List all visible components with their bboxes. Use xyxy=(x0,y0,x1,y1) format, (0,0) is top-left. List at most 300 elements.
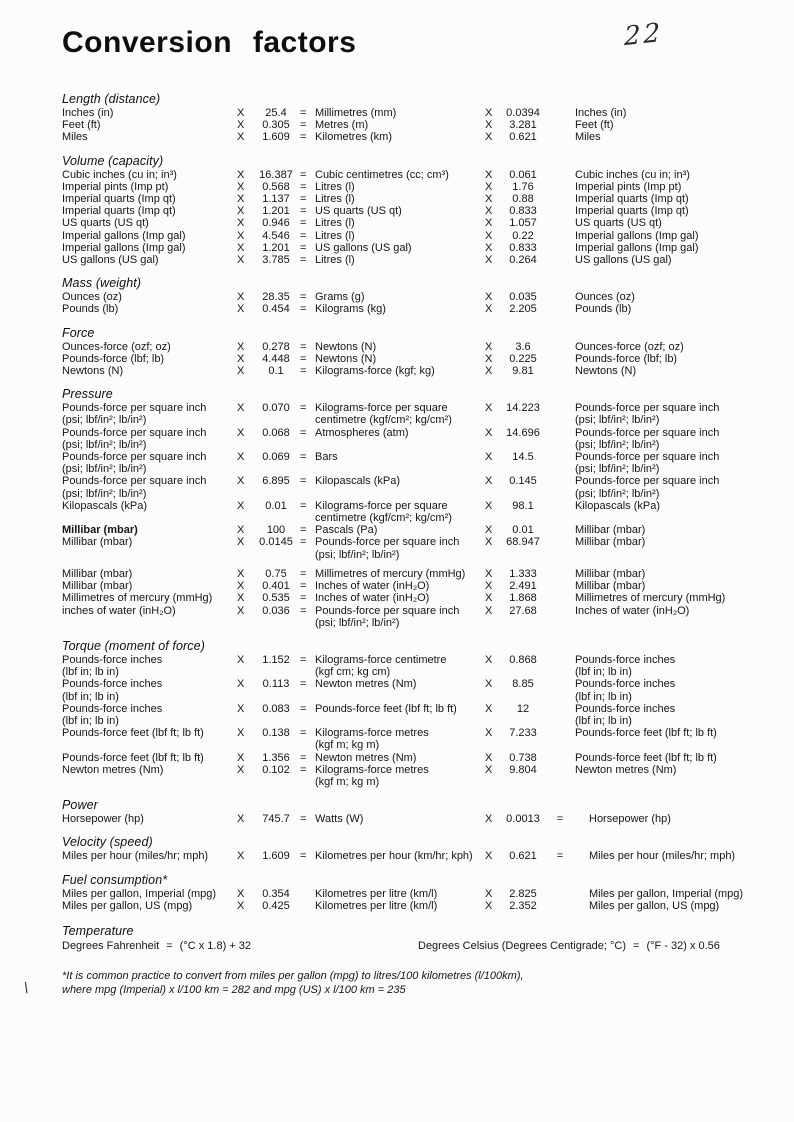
unit-to xyxy=(575,242,762,254)
section-heading: Torque (moment of force) xyxy=(62,638,205,653)
unit-from-line: Pounds-force per square inch xyxy=(62,402,207,415)
equals-sign xyxy=(545,193,575,205)
unit-result-line: Litres (l) xyxy=(315,193,355,206)
unit-result xyxy=(315,119,485,131)
unit-to-line: Pounds-force (lbf; lb) xyxy=(575,352,678,365)
equals-sign: = xyxy=(300,365,307,378)
reverse-factor: 0.01 xyxy=(512,524,534,537)
unit-from-line: Pounds-force inches xyxy=(62,702,163,715)
equals-sign: = xyxy=(633,939,640,952)
unit-from xyxy=(62,230,237,242)
multiply-sign: X xyxy=(485,850,493,863)
unit-from xyxy=(62,169,237,181)
conversion-row xyxy=(62,500,762,524)
unit-from xyxy=(62,536,237,560)
unit-result xyxy=(315,217,485,229)
unit-from xyxy=(62,580,237,592)
conversion-factor: 3.785 xyxy=(262,254,290,267)
multiply-sign: X xyxy=(485,678,493,691)
unit-to-line: US gallons (US gal) xyxy=(575,254,672,267)
conversion-factor: 0.305 xyxy=(262,119,290,132)
conversion-factor: 745.7 xyxy=(262,813,290,826)
conversion-row xyxy=(62,217,762,229)
equals-sign: = xyxy=(300,567,307,580)
conversion-factor: 1.609 xyxy=(262,131,290,144)
reverse-factor: 1.868 xyxy=(509,592,537,605)
reverse-factor: 7.233 xyxy=(509,727,537,740)
unit-to-line: (psi; lbf/in²; lb/in²) xyxy=(575,463,660,476)
equals-sign: = xyxy=(300,592,307,605)
equals-sign: = xyxy=(300,813,307,826)
unit-from xyxy=(62,900,237,912)
unit-to-line: Miles per gallon, US (mpg) xyxy=(589,899,720,912)
equals-sign xyxy=(545,107,575,119)
reverse-factor: 3.281 xyxy=(509,119,537,132)
equals-sign: = xyxy=(300,131,307,144)
unit-to-line: Imperial gallons (Imp gal) xyxy=(575,241,699,254)
equals-sign: = xyxy=(300,451,307,464)
unit-to xyxy=(575,169,762,181)
unit-result xyxy=(315,900,485,912)
conversion-row xyxy=(62,850,762,862)
conversion-row xyxy=(62,900,762,912)
equals-sign: = xyxy=(300,168,307,181)
reverse-factor: 98.1 xyxy=(512,499,534,512)
unit-result-line: Newtons (N) xyxy=(315,352,377,365)
multiply-sign: X xyxy=(237,887,245,900)
unit-result-line: Litres (l) xyxy=(315,217,355,230)
unit-from-line: (lbf in; lb in) xyxy=(62,666,119,679)
multiply-sign: X xyxy=(485,291,493,304)
unit-result-line: Inches of water (inH₂O) xyxy=(315,580,430,593)
multiply-sign: X xyxy=(485,653,493,666)
unit-result-line: Kilometres per hour (km/hr; kph) xyxy=(315,850,473,863)
equals-sign: = xyxy=(300,580,307,593)
unit-result-line: Pascals (Pa) xyxy=(315,524,378,537)
conversion-factor: 0.01 xyxy=(265,499,287,512)
unit-to-line: (lbf in; lb in) xyxy=(575,690,632,703)
unit-to-line: (psi; lbf/in²; lb/in²) xyxy=(575,414,660,427)
unit-to-line: Miles xyxy=(575,131,601,144)
unit-from-line: Ounces-force (ozf; oz) xyxy=(62,340,171,353)
equals-sign: = xyxy=(300,254,307,267)
multiply-sign: X xyxy=(237,524,245,537)
footnote-line: *It is common practice to convert from miles per gallon (mpg) to litres/100 kilometres (l/100km), xyxy=(62,969,524,982)
unit-result-line: Litres (l) xyxy=(315,229,355,242)
multiply-sign: X xyxy=(485,426,493,439)
handwritten-page-number: 22 xyxy=(624,17,663,53)
conversion-factor: 0.036 xyxy=(262,604,290,617)
section-temperature xyxy=(62,924,762,953)
equals-sign xyxy=(545,727,575,751)
conversion-factor: 0.568 xyxy=(262,180,290,193)
unit-to-line: Millibar (mbar) xyxy=(575,580,646,593)
unit-to-line: Imperial gallons (Imp gal) xyxy=(575,229,699,242)
conversion-row xyxy=(62,475,762,499)
multiply-sign: X xyxy=(237,604,245,617)
equals-sign: = xyxy=(300,850,307,863)
unit-from-line: Pounds-force inches xyxy=(62,653,163,666)
unit-to-line: (psi; lbf/in²; lb/in²) xyxy=(575,487,660,500)
conversion-row xyxy=(62,427,762,451)
multiply-sign: X xyxy=(485,475,493,488)
unit-to xyxy=(575,568,762,580)
conversion-factor: 1.201 xyxy=(262,205,290,218)
unit-to-line: Horsepower (hp) xyxy=(589,813,671,826)
multiply-sign: X xyxy=(237,193,245,206)
equals-sign: = xyxy=(300,352,307,365)
unit-result-line: Bars xyxy=(315,451,338,464)
multiply-sign: X xyxy=(485,592,493,605)
unit-from-line: Pounds (lb) xyxy=(62,303,119,316)
unit-to-line: Millibar (mbar) xyxy=(575,567,646,580)
conversion-factor: 0.083 xyxy=(262,702,290,715)
unit-from-line: (psi; lbf/in²; lb/in²) xyxy=(62,463,147,476)
unit-to xyxy=(575,475,762,499)
section-mass-weight xyxy=(62,276,762,315)
unit-result xyxy=(315,727,485,751)
unit-from xyxy=(62,813,237,825)
unit-to-line: Pounds-force per square inch xyxy=(575,402,720,415)
unit-to xyxy=(575,451,762,475)
equals-sign xyxy=(545,888,575,900)
unit-result xyxy=(315,850,485,862)
unit-to-line: (lbf in; lb in) xyxy=(575,666,632,679)
unit-from xyxy=(62,888,237,900)
multiply-sign: X xyxy=(485,229,493,242)
conversion-factor: 1.137 xyxy=(262,193,290,206)
unit-to xyxy=(575,107,762,119)
unit-result-line: (kgf m; kg m) xyxy=(315,775,380,788)
equals-sign xyxy=(545,752,575,764)
conversion-row xyxy=(62,341,762,353)
multiply-sign: X xyxy=(237,426,245,439)
conversion-factor: 0.454 xyxy=(262,303,290,316)
section-length-distance xyxy=(62,92,762,144)
unit-to xyxy=(575,900,762,912)
unit-result-line: Newton metres (Nm) xyxy=(315,678,417,691)
unit-result xyxy=(315,592,485,604)
equals-sign xyxy=(545,341,575,353)
section-heading: Pressure xyxy=(62,387,113,402)
reverse-factor: 2.491 xyxy=(509,580,537,593)
section-force xyxy=(62,326,762,378)
reverse-factor: 0.621 xyxy=(509,131,537,144)
equals-sign xyxy=(545,303,575,315)
conversion-row xyxy=(62,353,762,365)
unit-from xyxy=(62,107,237,119)
unit-result-line: Pounds-force per square inch xyxy=(315,604,460,617)
unit-from-line: (lbf in; lb in) xyxy=(62,690,119,703)
unit-result xyxy=(315,365,485,377)
section-heading: Fuel consumption* xyxy=(62,872,168,887)
unit-from xyxy=(62,119,237,131)
multiply-sign: X xyxy=(485,580,493,593)
section-heading: Velocity (speed) xyxy=(62,835,153,850)
multiply-sign: X xyxy=(237,567,245,580)
reverse-factor: 0.225 xyxy=(509,352,537,365)
conversion-factor: 0.278 xyxy=(262,340,290,353)
equals-sign: = xyxy=(166,939,173,952)
reverse-factor: 0.833 xyxy=(509,205,537,218)
multiply-sign: X xyxy=(485,131,493,144)
equals-sign xyxy=(545,524,575,536)
unit-to xyxy=(575,131,762,143)
conversion-factor: 1.609 xyxy=(262,850,290,863)
equals-sign xyxy=(545,353,575,365)
unit-result-line: Watts (W) xyxy=(315,813,364,826)
unit-from xyxy=(62,752,237,764)
unit-from xyxy=(62,727,237,751)
conversion-factor: 0.535 xyxy=(262,592,290,605)
equals-sign xyxy=(545,500,575,524)
multiply-sign: X xyxy=(485,702,493,715)
reverse-factor: 2.205 xyxy=(509,303,537,316)
celsius-formula xyxy=(418,940,762,953)
unit-from-line: Pounds-force per square inch xyxy=(62,475,207,488)
reverse-factor: 9.81 xyxy=(512,365,534,378)
equals-sign xyxy=(545,703,575,727)
conversion-row xyxy=(62,727,762,751)
multiply-sign: X xyxy=(237,241,245,254)
conversion-row xyxy=(62,451,762,475)
unit-from-line: Imperial gallons (Imp gal) xyxy=(62,229,186,242)
unit-to xyxy=(575,291,762,303)
unit-to xyxy=(575,254,762,266)
conversion-factor: 0.0145 xyxy=(259,536,293,549)
multiply-sign: X xyxy=(237,365,245,378)
multiply-sign: X xyxy=(237,205,245,218)
conversion-factor: 0.070 xyxy=(262,402,290,415)
reverse-factor: 0.621 xyxy=(509,850,537,863)
conversion-row xyxy=(62,230,762,242)
multiply-sign: X xyxy=(237,119,245,132)
multiply-sign: X xyxy=(485,107,493,119)
conversion-row xyxy=(62,536,762,560)
unit-result-line: Metres (m) xyxy=(315,119,369,132)
unit-from xyxy=(62,678,237,702)
equals-sign: = xyxy=(300,119,307,132)
unit-from xyxy=(62,254,237,266)
unit-result xyxy=(315,752,485,764)
equals-sign: = xyxy=(300,107,307,119)
unit-result xyxy=(315,580,485,592)
equals-sign xyxy=(545,242,575,254)
conversion-factor: 0.75 xyxy=(265,567,287,580)
conversion-row xyxy=(62,303,762,315)
conversion-row xyxy=(62,365,762,377)
unit-result xyxy=(315,536,485,560)
formula-text: (°C x 1.8) + 32 xyxy=(179,939,252,952)
multiply-sign: X xyxy=(485,168,493,181)
multiply-sign: X xyxy=(485,340,493,353)
unit-from xyxy=(62,654,237,678)
unit-from xyxy=(62,242,237,254)
unit-to-line: Cubic inches (cu in; in³) xyxy=(575,168,690,181)
fahrenheit-formula xyxy=(62,940,418,953)
footnote xyxy=(62,969,762,997)
equals-sign: = xyxy=(300,763,307,776)
equals-sign xyxy=(545,217,575,229)
unit-from xyxy=(62,193,237,205)
unit-result-line: (psi; lbf/in²; lb/in²) xyxy=(315,616,400,629)
unit-to-line: Ounces-force (ozf; oz) xyxy=(575,340,684,353)
unit-result xyxy=(315,402,485,426)
conversion-factor: 1.201 xyxy=(262,241,290,254)
multiply-sign: X xyxy=(237,254,245,267)
equals-sign: = xyxy=(300,678,307,691)
unit-from-line: Millimetres of mercury (mmHg) xyxy=(62,592,213,605)
multiply-sign: X xyxy=(237,702,245,715)
equals-sign: = xyxy=(300,426,307,439)
equals-sign: = xyxy=(300,475,307,488)
unit-to-line: Imperial quarts (Imp qt) xyxy=(575,193,689,206)
unit-result xyxy=(315,169,485,181)
unit-to xyxy=(575,427,762,451)
unit-from-line: Millibar (mbar) xyxy=(62,580,133,593)
equals-sign: = xyxy=(300,402,307,415)
unit-result-line: Litres (l) xyxy=(315,180,355,193)
equals-sign xyxy=(545,605,575,629)
conversion-factor: 6.895 xyxy=(262,475,290,488)
unit-to-line: Miles per hour (miles/hr; mph) xyxy=(589,850,736,863)
equals-sign: = xyxy=(300,180,307,193)
unit-to xyxy=(575,764,762,788)
unit-from-line: Miles per gallon, Imperial (mpg) xyxy=(62,887,217,900)
conversion-factor: 0.069 xyxy=(262,451,290,464)
unit-from-line: (psi; lbf/in²; lb/in²) xyxy=(62,414,147,427)
equals-sign xyxy=(545,230,575,242)
equals-sign xyxy=(545,365,575,377)
unit-result xyxy=(315,303,485,315)
equals-sign: = xyxy=(300,751,307,764)
multiply-sign: X xyxy=(485,451,493,464)
unit-to-line: Pounds-force inches xyxy=(575,653,676,666)
unit-result xyxy=(315,181,485,193)
section-heading: Mass (weight) xyxy=(62,276,142,291)
unit-from xyxy=(62,402,237,426)
equals-sign xyxy=(545,678,575,702)
unit-result-line: Kilograms-force per square xyxy=(315,402,448,415)
multiply-sign: X xyxy=(485,217,493,230)
equals-sign xyxy=(545,900,575,912)
unit-result-line: Millimetres of mercury (mmHg) xyxy=(315,567,466,580)
unit-from xyxy=(62,341,237,353)
multiply-sign: X xyxy=(485,254,493,267)
unit-result xyxy=(315,703,485,727)
multiply-sign: X xyxy=(485,119,493,132)
unit-result xyxy=(315,500,485,524)
unit-from xyxy=(62,850,237,862)
unit-to xyxy=(575,703,762,727)
equals-sign: = xyxy=(556,813,564,826)
reverse-factor: 0.22 xyxy=(512,229,534,242)
unit-result-line: Newtons (N) xyxy=(315,340,377,353)
equals-sign xyxy=(545,568,575,580)
multiply-sign: X xyxy=(485,180,493,193)
unit-result xyxy=(315,107,485,119)
unit-from-line: Pounds-force per square inch xyxy=(62,426,207,439)
unit-to xyxy=(575,605,762,629)
unit-to xyxy=(575,193,762,205)
conversion-factor: 0.946 xyxy=(262,217,290,230)
equals-sign: = xyxy=(300,604,307,617)
unit-to-line: US quarts (US qt) xyxy=(575,217,662,230)
unit-result-line: Newton metres (Nm) xyxy=(315,751,417,764)
multiply-sign: X xyxy=(485,887,493,900)
reverse-factor: 0.868 xyxy=(509,653,537,666)
unit-to-line: Pounds-force feet (lbf ft; lb ft) xyxy=(575,751,717,764)
unit-result-line: Inches of water (inH₂O) xyxy=(315,592,430,605)
unit-to-line: Newtons (N) xyxy=(575,365,637,378)
multiply-sign: X xyxy=(485,727,493,740)
unit-result-line: Millimetres (mm) xyxy=(315,107,397,119)
unit-from-line: Feet (ft) xyxy=(62,119,101,132)
unit-from xyxy=(62,131,237,143)
conversion-row xyxy=(62,181,762,193)
conversion-row xyxy=(62,813,762,825)
reverse-factor: 14.223 xyxy=(506,402,540,415)
multiply-sign: X xyxy=(237,592,245,605)
conversion-row xyxy=(62,568,762,580)
unit-to-line: Inches of water (inH₂O) xyxy=(575,604,690,617)
unit-from-line: US gallons (US gal) xyxy=(62,254,159,267)
unit-from-line: Pounds-force feet (lbf ft; lb ft) xyxy=(62,751,204,764)
conversion-factor: 1.152 xyxy=(262,653,290,666)
unit-from-line: US quarts (US qt) xyxy=(62,217,149,230)
unit-to xyxy=(575,752,762,764)
reverse-factor: 27.68 xyxy=(509,604,537,617)
equals-sign xyxy=(545,119,575,131)
unit-result xyxy=(315,654,485,678)
multiply-sign: X xyxy=(237,168,245,181)
multiply-sign: X xyxy=(237,499,245,512)
multiply-sign: X xyxy=(485,567,493,580)
unit-to-line: Miles per gallon, Imperial (mpg) xyxy=(589,887,744,900)
multiply-sign: X xyxy=(485,899,493,912)
unit-from-line: Ounces (oz) xyxy=(62,291,122,304)
unit-from-line: Pounds-force feet (lbf ft; lb ft) xyxy=(62,727,204,740)
unit-from-line: Pounds-force inches xyxy=(62,678,163,691)
unit-to-line: Kilopascals (kPa) xyxy=(575,499,660,512)
unit-to-line: Pounds-force feet (lbf ft; lb ft) xyxy=(575,727,717,740)
reverse-factor: 0.833 xyxy=(509,241,537,254)
multiply-sign: X xyxy=(485,402,493,415)
reverse-factor: 3.6 xyxy=(515,340,531,353)
equals-sign xyxy=(545,654,575,678)
conversion-factor: 100 xyxy=(266,524,286,537)
unit-to xyxy=(575,181,762,193)
unit-from xyxy=(62,365,237,377)
unit-from xyxy=(62,291,237,303)
unit-from-line: Miles per gallon, US (mpg) xyxy=(62,899,193,912)
unit-to xyxy=(575,727,762,751)
unit-to-line: Feet (ft) xyxy=(575,119,614,132)
equals-sign: = xyxy=(300,536,307,549)
unit-to-line: Newton metres (Nm) xyxy=(575,763,677,776)
unit-from xyxy=(62,181,237,193)
equals-sign xyxy=(545,169,575,181)
unit-result-line: Atmospheres (atm) xyxy=(315,426,409,439)
section-torque-moment-of-force xyxy=(62,639,762,788)
conversion-row xyxy=(62,107,762,119)
unit-from xyxy=(62,303,237,315)
unit-to xyxy=(575,217,762,229)
unit-result xyxy=(315,605,485,629)
multiply-sign: X xyxy=(237,291,245,304)
multiply-sign: X xyxy=(237,763,245,776)
conversion-factor: 28.35 xyxy=(262,291,290,304)
